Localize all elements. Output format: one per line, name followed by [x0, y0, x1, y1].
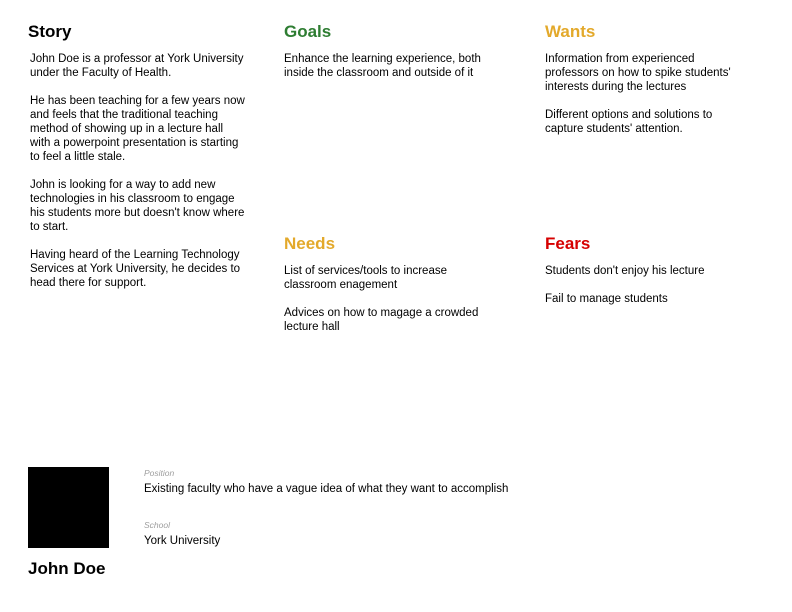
- fears-section: [545, 234, 755, 305]
- needs-body: [284, 264, 489, 334]
- story-heading: Story: [28, 22, 72, 41]
- story-section: [28, 22, 245, 289]
- needs-section: [284, 234, 494, 333]
- story-body: [30, 52, 245, 290]
- position-label: Position: [144, 468, 175, 478]
- wants-paragraph: Information from experienced professors on how to spike students' interests during the lectures: [545, 53, 731, 93]
- goals-section: [284, 22, 494, 79]
- wants-body: [545, 52, 750, 136]
- story-paragraph: John is looking for a way to add new technologies in his classroom to engage his students more but doesn't know where to start.: [30, 179, 245, 233]
- school-label: School: [144, 520, 170, 530]
- story-paragraph: John Doe is a professor at York University under the Faculty of Health.: [30, 53, 244, 79]
- needs-paragraph: Advices on how to magage a crowded lecture hall: [284, 307, 479, 333]
- needs-paragraph: List of services/tools to increase classroom enagement: [284, 265, 447, 291]
- fears-paragraph: Fail to manage students: [545, 293, 668, 305]
- fears-heading: Fears: [545, 234, 591, 253]
- wants-heading: Wants: [545, 22, 596, 41]
- goals-body: [284, 52, 489, 80]
- needs-heading: Needs: [284, 234, 336, 253]
- story-paragraph: He has been teaching for a few years now and feels that the traditional teaching method of showing up in a lecture hall with a powerpoint presentation is starting to feel a little stale.: [30, 95, 245, 163]
- wants-section: [545, 22, 755, 135]
- fears-paragraph: Students don't enjoy his lecture: [545, 265, 705, 277]
- goals-paragraph: Enhance the learning experience, both inside the classroom and outside of it: [284, 53, 481, 79]
- avatar: [28, 467, 109, 548]
- fears-body: [545, 264, 750, 306]
- goals-heading: Goals: [284, 22, 332, 41]
- persona-name: John Doe: [28, 559, 106, 578]
- story-paragraph: Having heard of the Learning Technology Services at York University, he decides to head there for support.: [30, 249, 241, 289]
- wants-paragraph: Different options and solutions to capture students' attention.: [545, 109, 713, 135]
- position-value: Existing faculty who have a vague idea of what they want to accomplish: [144, 483, 509, 495]
- school-value: York University: [144, 535, 221, 547]
